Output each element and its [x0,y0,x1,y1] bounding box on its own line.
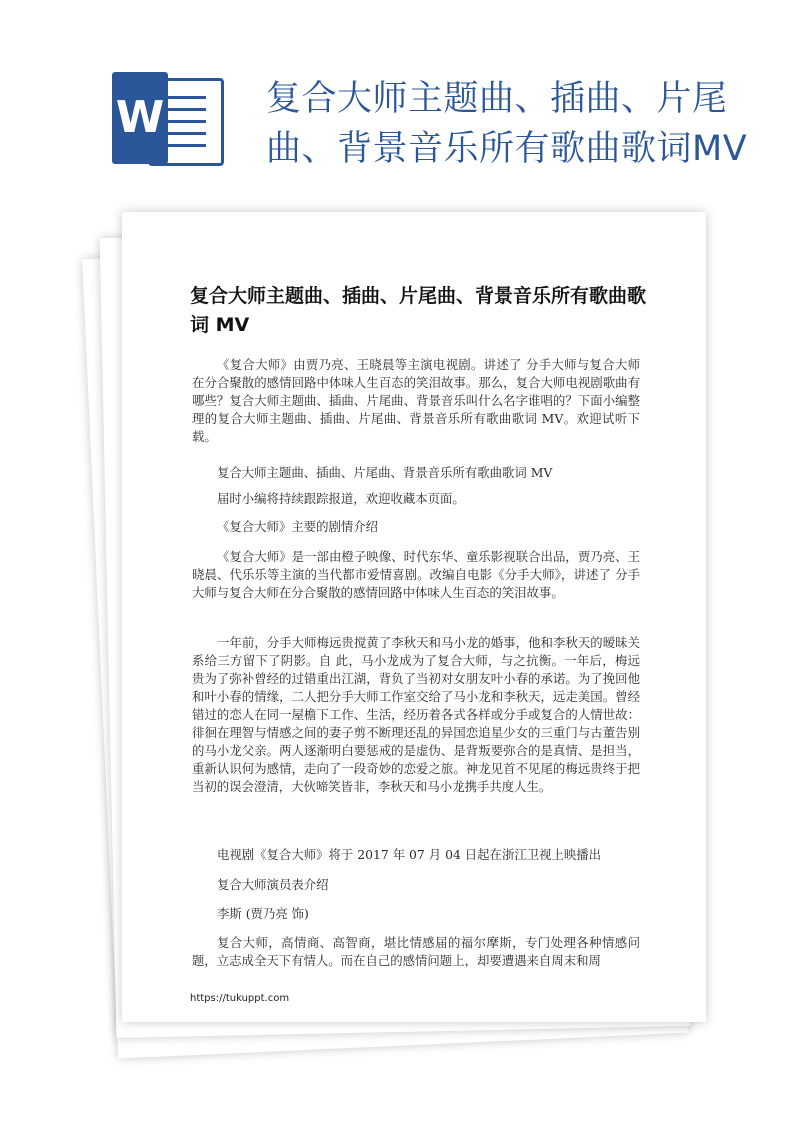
paragraph-cast-heading: 复合大师演员表介绍 [217,877,329,892]
document-title: 复合大师主题曲、插曲、片尾曲、背景音乐所有歌曲歌词 MV [190,285,647,336]
word-badge: W [112,72,168,164]
paragraph-plot-detail: 一年前，分手大师梅远贵搅黄了李秋天和马小龙的婚事，他和李秋天的暧昧关系给三方留下了阴影。自 此，马小龙成为了复合大师，与之抗衡。一年后，梅远贵为了弥补曾经的过错重出江湖，背负了当初对女朋友叶小春的承诺。为了挽回他和叶小春的情缘，二人把分手大师工作室交给了马小龙和李秋天，远走美国。曾经错过的恋人在同一屋檐下工作、生活，经历着各式各样或分手或复合的人情世故：徘徊在理智与情感之间的妻子剪不断理还乱的异国恋追星少女的三重门与古董告别的马小龙父亲。两人逐渐明白要惩戒的是虚伪、是背叛要弥合的是真情、是担当，重新认识何为感情，走向了一段奇妙的恋爱之旅。神龙见首不见尾的梅远贵终于把当初的误会澄清，大伙啼笑皆非，李秋天和马小龙携手共度人生。 [192,635,640,794]
word-document-icon [112,72,222,164]
page-title: 复合大师主题曲、插曲、片尾曲、背景音乐所有歌曲歌词MV [266,79,748,169]
footer-url: https://tukuppt.com [190,993,290,1004]
paragraph-cast-description: 复合大师，高情商、高智商，堪比情感届的福尔摩斯，专门处理各种情感问题，立志成全天下有情人。而在自己的感情问题上，却要遭遇来自周末和周 [192,935,640,968]
paragraph-intro: 《复合大师》由贾乃亮、王晓晨等主演电视剧。讲述了 分手大师与复合大师在分合聚散的感情回路中体味人生百态的笑泪故事。那么，复合大师电视剧歌曲有哪些？复合大师主题曲、插曲、片尾曲、背景音乐叫什么名字谁唱的？下面小编整理的复合大师主题曲、插曲、片尾曲、背景音乐所有歌曲歌词 MV。欢迎试听下载。 [192,357,640,444]
paragraph-cast-name: 李斯 (贾乃亮 饰) [217,906,309,921]
paragraph-heading-songs: 复合大师主题曲、插曲、片尾曲、背景音乐所有歌曲歌词 MV [217,465,553,480]
paragraph-broadcast: 电视剧《复合大师》将于 2017 年 07 月 04 日起在浙江卫视上映播出 [217,847,602,862]
paragraph-follow: 届时小编将持续跟踪报道，欢迎收藏本页面。 [217,491,465,506]
paragraph-plot-heading: 《复合大师》主要的剧情介绍 [217,519,379,534]
paragraph-plot-summary: 《复合大师》是一部由橙子映像、时代东华、童乐影视联合出品，贾乃亮、王晓晨、代乐乐等主演的当代都市爱情喜剧。改编自电影《分手大师》，讲述了 分手大师与复合大师在分合聚散的感情回路中体味人生百态的笑泪故事。 [192,549,640,600]
page-header [0,0,800,200]
